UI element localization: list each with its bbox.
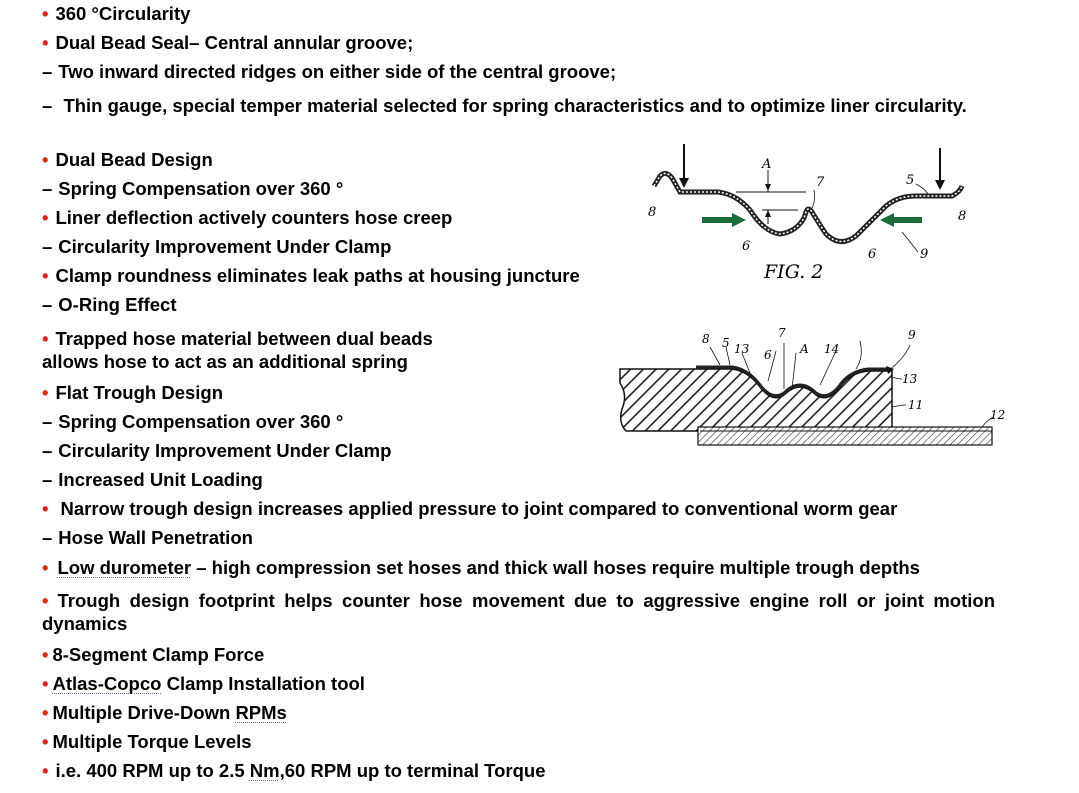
leader-1 xyxy=(856,341,861,369)
dash-line-3 xyxy=(42,61,616,83)
figure-flat-trough xyxy=(610,325,1020,455)
bullet-marker: • xyxy=(42,644,49,665)
line-text: Clamp Installation tool xyxy=(161,673,365,694)
bullet-marker: • xyxy=(42,702,49,723)
bullet-marker: • xyxy=(42,3,49,24)
arrow-head-right xyxy=(935,180,945,190)
dash-marker: – xyxy=(42,178,53,199)
leader-14 xyxy=(820,351,836,385)
dash-line-13 xyxy=(42,411,343,433)
dash-marker: – xyxy=(42,469,53,490)
bullet-line-24 xyxy=(42,760,545,782)
bullet-marker: • xyxy=(42,498,49,519)
bullet-marker: • xyxy=(42,673,49,694)
line-text: 360 °Circularity xyxy=(55,3,191,24)
line-text: i.e. 400 RPM up to 2.5 xyxy=(55,760,250,781)
line-text-underlined: Nm xyxy=(249,760,280,781)
green-arrow-head-right xyxy=(880,213,894,227)
bullet-line-23 xyxy=(42,731,252,753)
dual-bead-diagram xyxy=(640,140,980,290)
figure-dual-bead xyxy=(640,140,980,290)
label-6-left: 6 xyxy=(742,239,751,254)
dimension-head-a xyxy=(765,184,771,191)
dash-marker: – xyxy=(42,440,53,461)
line-text-underlined: Low durometer xyxy=(57,557,192,578)
bullet-marker: • xyxy=(42,32,49,53)
leader-a xyxy=(792,353,796,389)
dash-marker: – xyxy=(42,236,53,257)
line-text: Trough design footprint helps counter hose movement due to aggressive engine roll or joint motion dynamics xyxy=(42,590,995,634)
bullet-line-12 xyxy=(42,382,223,404)
dash-marker: – xyxy=(42,411,53,432)
leader-9 xyxy=(888,345,910,371)
bullet-marker: • xyxy=(42,557,49,578)
leader-11 xyxy=(892,405,906,407)
line-text: O-Ring Effect xyxy=(58,294,177,315)
label-a: A xyxy=(800,342,809,356)
line-text: Dual Bead Seal– Central annular groove; xyxy=(55,32,414,53)
line-text: 8-Segment Clamp Force xyxy=(52,644,265,665)
leader-7 xyxy=(812,190,815,208)
bullet-marker: • xyxy=(42,149,49,170)
label-9: 9 xyxy=(920,247,929,262)
dash-marker: – xyxy=(42,294,53,315)
bullet-marker: • xyxy=(42,207,49,228)
leader-5 xyxy=(916,184,928,194)
bullet-line-2 xyxy=(42,32,413,54)
bullet-marker: • xyxy=(42,731,49,752)
bullet-marker: • xyxy=(42,760,49,781)
label-11: 11 xyxy=(908,398,924,412)
line-text: Trapped hose material between dual beads allows hose to act as an additional spring xyxy=(42,328,433,372)
leader-8 xyxy=(710,347,720,365)
bead-profile-outer xyxy=(654,173,962,241)
line-text: Spring Compensation over 360 ° xyxy=(58,178,344,199)
line-text: Multiple Drive-Down xyxy=(52,702,236,723)
leader-13-side xyxy=(892,377,902,379)
label-8-right: 8 xyxy=(958,209,967,224)
bullet-line-5 xyxy=(42,149,213,171)
line-text: Increased Unit Loading xyxy=(58,469,263,490)
bullet-marker: • xyxy=(42,382,49,403)
bullet-marker: • xyxy=(42,265,49,286)
line-text-underlined: Atlas-Copco xyxy=(52,673,162,694)
line-text: Two inward directed ridges on either side of the central groove; xyxy=(58,61,617,82)
label-13: 13 xyxy=(734,342,750,356)
line-text: Hose Wall Penetration xyxy=(58,527,253,548)
label-9: 9 xyxy=(908,328,916,342)
bullet-line-11 xyxy=(42,327,472,373)
label-a: A xyxy=(762,157,772,172)
dash-line-10 xyxy=(42,294,177,316)
arrow-head-left xyxy=(679,178,689,188)
label-5: 5 xyxy=(722,336,730,350)
line-text: Flat Trough Design xyxy=(55,382,224,403)
line-text: Liner deflection actively counters hose creep xyxy=(55,207,453,228)
dimension-head-b xyxy=(765,210,771,217)
label-7: 7 xyxy=(778,326,786,340)
dash-line-6 xyxy=(42,178,343,200)
label-8: 8 xyxy=(702,332,710,346)
bullet-line-18 xyxy=(42,557,920,579)
bullet-line-1 xyxy=(42,3,190,25)
dash-marker: – xyxy=(42,61,53,82)
line-text: Spring Compensation over 360 ° xyxy=(58,411,344,432)
line-text: Clamp roundness eliminates leak paths at housing juncture xyxy=(55,265,580,286)
green-arrow-head-left xyxy=(732,213,746,227)
leader-9 xyxy=(902,232,918,252)
pipe-wall xyxy=(698,427,992,445)
bullet-marker: • xyxy=(42,590,49,611)
label-14: 14 xyxy=(824,342,840,356)
bullet-line-16 xyxy=(42,498,897,520)
dash-marker: – xyxy=(42,95,53,116)
bullet-marker: • xyxy=(42,328,49,349)
dash-line-8 xyxy=(42,236,391,258)
flat-trough-diagram xyxy=(610,325,1020,455)
bullet-line-19 xyxy=(42,589,995,635)
bullet-line-21 xyxy=(42,673,365,695)
line-text: – high compression set hoses and thick wall hoses require multiple trough depths xyxy=(191,557,920,578)
label-6-right: 6 xyxy=(868,247,877,262)
line-text: Circularity Improvement Under Clamp xyxy=(58,440,392,461)
line-text: Multiple Torque Levels xyxy=(52,731,252,752)
bullet-line-22 xyxy=(42,702,287,724)
label-12: 12 xyxy=(990,408,1006,422)
line-text: Circularity Improvement Under Clamp xyxy=(58,236,392,257)
bullet-line-9 xyxy=(42,265,580,287)
line-text: Thin gauge, special temper material selected for spring characteristics and to optimize liner circularity. xyxy=(63,95,967,116)
figure-caption: FIG. 2 xyxy=(764,261,824,283)
dash-line-14 xyxy=(42,440,391,462)
bullet-line-7 xyxy=(42,207,452,229)
dash-marker: – xyxy=(42,527,53,548)
dash-line-17 xyxy=(42,527,253,549)
label-13-side: 13 xyxy=(902,372,918,386)
label-6: 6 xyxy=(764,348,772,362)
dash-line-15 xyxy=(42,469,263,491)
line-text-underlined: RPMs xyxy=(235,702,287,723)
line-text: ,60 RPM up to terminal Torque xyxy=(279,760,546,781)
label-7: 7 xyxy=(816,175,825,190)
bullet-line-20 xyxy=(42,644,264,666)
label-5: 5 xyxy=(906,173,915,188)
label-8-left: 8 xyxy=(648,205,657,220)
dash-line-4 xyxy=(42,94,995,117)
line-text: Narrow trough design increases applied pressure to joint compared to conventional worm gear xyxy=(60,498,898,519)
line-text: Dual Bead Design xyxy=(55,149,213,170)
